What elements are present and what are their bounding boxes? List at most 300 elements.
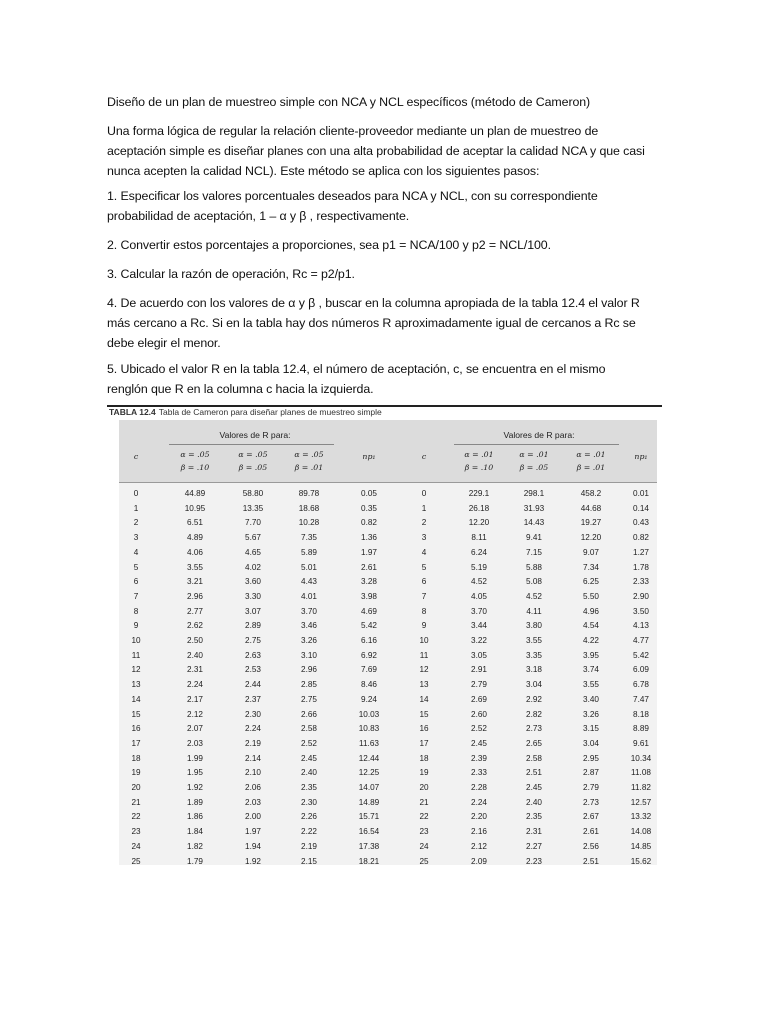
table-cell: 3.04 <box>526 680 542 690</box>
table-cell: 3.35 <box>526 650 542 660</box>
table-cell: 5.88 <box>526 562 542 572</box>
table-cell: 1.86 <box>187 812 203 822</box>
table-cell: 2.53 <box>245 665 261 675</box>
table-cell: 0 <box>133 489 139 498</box>
table-cell: 10.34 <box>630 753 652 763</box>
table-cell: 2.96 <box>301 665 317 675</box>
table-cell: 2.91 <box>471 665 487 675</box>
table-cell: 2.61 <box>361 562 377 572</box>
table-cell: 24 <box>131 841 141 851</box>
table-cell: 14.08 <box>630 827 652 837</box>
table-cell: 7.69 <box>361 665 377 675</box>
column-header-alpha: α = .01 <box>576 450 606 459</box>
table-cell: 4 <box>133 547 139 557</box>
table-cell: 9.61 <box>633 738 649 748</box>
table-cell: 2.24 <box>471 797 487 807</box>
table-cell: 1.94 <box>245 841 261 851</box>
table-cell: 2.52 <box>471 724 487 734</box>
group-header-left: Valores de R para: <box>219 430 291 440</box>
table-cell: 3.26 <box>583 709 599 719</box>
step-1-line: 1. Especificar los valores porcentuales deseados para NCA y NCL, con su correspondiente <box>107 189 598 203</box>
table-cell: 1 <box>133 503 139 513</box>
table-cell: 1.27 <box>633 547 649 557</box>
table-cell: 2.12 <box>187 709 203 719</box>
table-cell: 5 <box>133 562 139 572</box>
table-cell: 3 <box>421 533 427 543</box>
table-cell: 2.19 <box>301 841 317 851</box>
table-cell: 7.34 <box>583 562 599 572</box>
column-header-alpha: α = .05 <box>180 450 210 459</box>
table-cell: 6.25 <box>583 577 599 587</box>
table-cell: 13.35 <box>242 503 264 513</box>
table-cell: 2.24 <box>187 680 203 690</box>
table-caption-label: TABLA 12.4 <box>109 407 156 417</box>
table-cell: 14.89 <box>358 797 380 807</box>
table-cell: 2.63 <box>245 650 261 660</box>
table-cell: 1.79 <box>187 856 203 866</box>
table-cell: 10.95 <box>184 503 206 513</box>
table-cell: 44.68 <box>580 503 602 513</box>
table-cell: 7.70 <box>245 518 261 528</box>
step-5-line: 5. Ubicado el valor R en la tabla 12.4, el número de aceptación, c, se encuentra en el mismo <box>107 362 606 376</box>
table-cell: 11 <box>131 650 141 660</box>
table-cell: 2.20 <box>471 812 487 822</box>
table-cell: 7 <box>133 591 139 601</box>
table-cell: 14.85 <box>630 841 652 851</box>
table-cell: 2.60 <box>471 709 487 719</box>
table-cell: 3.55 <box>583 680 599 690</box>
table-cell: 4.77 <box>633 636 649 645</box>
document-title: Diseño de un plan de muestreo simple con NCA y NCL específicos (método de Cameron) <box>107 95 591 109</box>
table-cell: 2.09 <box>471 856 487 866</box>
table-cell: 5.08 <box>526 577 542 587</box>
table-cell: 458.2 <box>580 489 602 498</box>
table-cell: 8.18 <box>633 709 649 719</box>
table-cell: 2.90 <box>633 591 649 601</box>
table-cell: 2.65 <box>526 738 542 748</box>
table-cell: 10 <box>131 636 141 645</box>
table-cell: 2.73 <box>526 724 542 734</box>
table-cell: 23 <box>419 827 429 837</box>
column-header-beta: β = .01 <box>576 463 606 472</box>
table-cell: 6.09 <box>633 665 649 675</box>
table-cell: 0 <box>421 489 427 498</box>
table-cell: 15.71 <box>358 812 380 822</box>
table-cell: 7.47 <box>633 694 649 704</box>
table-cell: 14.43 <box>523 518 545 528</box>
table-cell: 2.75 <box>245 636 261 645</box>
intro-line: nunca acepten la calidad NCL). Este método se aplica con los siguientes pasos: <box>107 164 540 178</box>
table-cell: 2.75 <box>301 694 317 704</box>
table-cell: 3.18 <box>526 665 542 675</box>
table-cell: 2.82 <box>526 709 542 719</box>
table-cell: 6 <box>133 577 139 587</box>
column-header-alpha: α = .05 <box>238 450 268 459</box>
table-cell: 3.80 <box>526 621 542 631</box>
table-cell: 8.46 <box>361 680 377 690</box>
table-cell: 2.30 <box>245 709 261 719</box>
table-cell: 2.89 <box>245 621 261 631</box>
step-4 <box>107 293 663 353</box>
table-cell: 25 <box>419 856 429 866</box>
column-header-beta: β = .10 <box>464 463 494 472</box>
table-cell: 0.43 <box>633 518 649 528</box>
group-header-underline <box>454 444 619 445</box>
table-cell: 5.50 <box>583 591 599 601</box>
table-cell: 9.41 <box>526 533 542 543</box>
table-cell: 19 <box>131 768 141 778</box>
table-cell: 24 <box>419 841 429 851</box>
table-cell: 4.69 <box>361 606 377 616</box>
table-cell: 12.25 <box>358 768 380 778</box>
table-cell: 16 <box>131 724 141 734</box>
table-cell: 3.70 <box>301 606 317 616</box>
table-cell: 17 <box>419 738 429 748</box>
table-cell: 17.38 <box>358 841 380 851</box>
table-cell: 13 <box>419 680 429 690</box>
table-caption <box>109 407 382 417</box>
table-caption-text: Tabla de Cameron para diseñar planes de muestreo simple <box>158 407 382 417</box>
table-cell: 4.02 <box>245 562 261 572</box>
step-1-line: probabilidad de aceptación, 1 – α y β , respectivamente. <box>107 209 410 223</box>
table-cell: 7.35 <box>301 533 317 543</box>
table-cell: 4.89 <box>187 533 203 543</box>
table-cell: 4 <box>421 547 427 557</box>
table-cell: 2.35 <box>301 783 317 792</box>
table-cell: 11.63 <box>359 738 379 748</box>
table-cell: 3.55 <box>187 562 203 572</box>
table-cell: 3.15 <box>583 724 599 734</box>
table-cell: 2.77 <box>187 606 203 616</box>
table-cell: 18 <box>131 753 141 763</box>
table-cell: 6.78 <box>633 680 649 690</box>
table-cell: 3.50 <box>633 606 649 616</box>
table-cell: 18.68 <box>298 503 320 513</box>
column-header-alpha: α = .01 <box>519 450 549 459</box>
table-cell: 12.44 <box>358 753 380 763</box>
table-cell: 14.07 <box>358 783 380 792</box>
table-cell: 2.00 <box>245 812 261 822</box>
table-cell: 4.52 <box>526 591 542 601</box>
column-header-c: c <box>421 452 427 461</box>
table-cell: 2.14 <box>245 753 261 763</box>
table-cell: 3.05 <box>471 650 487 660</box>
table-cell: 58.80 <box>242 489 264 498</box>
table-cell: 2.31 <box>526 827 542 837</box>
table-cell: 1.97 <box>361 547 377 557</box>
table-cell: 2.51 <box>526 768 542 778</box>
table-cell: 9 <box>421 621 427 631</box>
table-cell: 229.1 <box>468 489 490 498</box>
table-cell: 1.36 <box>361 533 377 543</box>
cameron-table <box>107 405 662 865</box>
table-cell: 19 <box>419 768 429 778</box>
table-panel <box>119 420 657 865</box>
table-cell: 0.05 <box>361 489 377 498</box>
table-cell: 2 <box>133 518 139 528</box>
table-cell: 8.11 <box>471 533 487 543</box>
table-cell: 3.55 <box>526 636 542 645</box>
table-cell: 2.03 <box>245 797 261 807</box>
column-header-alpha: α = .01 <box>464 450 494 459</box>
table-cell: 6 <box>421 577 427 587</box>
table-cell: 3.28 <box>361 577 377 587</box>
table-cell: 298.1 <box>523 489 545 498</box>
table-cell: 2.22 <box>301 827 317 837</box>
table-cell: 2.27 <box>526 841 542 851</box>
table-cell: 3.04 <box>583 738 599 748</box>
table-cell: 12 <box>419 665 429 675</box>
table-cell: 8 <box>133 606 139 616</box>
table-cell: 2.26 <box>301 812 317 822</box>
table-cell: 4.01 <box>301 591 317 601</box>
table-cell: 2.16 <box>471 827 487 837</box>
table-cell: 25 <box>131 856 141 866</box>
table-cell: 1.99 <box>187 753 203 763</box>
table-cell: 21 <box>419 797 429 807</box>
table-cell: 22 <box>419 812 429 822</box>
table-cell: 16.54 <box>358 827 380 837</box>
table-cell: 1.89 <box>187 797 203 807</box>
table-cell: 2 <box>421 518 427 528</box>
group-header-underline <box>169 444 334 445</box>
table-cell: 18 <box>419 753 429 763</box>
table-cell: 2.23 <box>526 856 542 866</box>
table-cell: 2.06 <box>245 783 261 792</box>
table-cell: 2.12 <box>471 841 487 851</box>
table-cell: 20 <box>131 783 141 792</box>
table-cell: 19.27 <box>580 518 602 528</box>
table-cell: 4.65 <box>245 547 261 557</box>
table-cell: 89.78 <box>298 489 320 498</box>
table-cell: 2.31 <box>187 665 203 675</box>
table-cell: 18.21 <box>358 856 380 866</box>
table-cell: 8.89 <box>633 724 649 734</box>
table-cell: 9.07 <box>583 547 599 557</box>
table-cell: 1.82 <box>187 841 203 851</box>
table-cell: 14 <box>419 694 429 704</box>
table-header-divider <box>119 482 657 483</box>
table-cell: 3 <box>133 533 139 543</box>
table-cell: 2.58 <box>526 753 542 763</box>
table-cell: 2.51 <box>583 856 599 866</box>
table-cell: 3.40 <box>583 694 599 704</box>
table-cell: 5.19 <box>471 562 487 572</box>
table-cell: 4.22 <box>583 636 599 645</box>
step-2: 2. Convertir estos porcentajes a proporciones, sea p1 = NCA/100 y p2 = NCL/100. <box>107 238 551 252</box>
table-cell: 0.35 <box>361 503 377 513</box>
step-5 <box>107 359 663 399</box>
table-cell: 2.45 <box>471 738 487 748</box>
table-cell: 2.33 <box>633 577 649 587</box>
table-cell: 0.82 <box>633 533 649 543</box>
table-cell: 2.66 <box>301 709 317 719</box>
table-cell: 4.05 <box>471 591 487 601</box>
table-cell: 2.30 <box>301 797 317 807</box>
column-header-beta: β = .05 <box>519 463 549 472</box>
table-cell: 3.07 <box>245 606 261 616</box>
table-cell: 10.83 <box>358 724 380 734</box>
group-header-right: Valores de R para: <box>503 430 575 440</box>
table-cell: 5 <box>421 562 427 572</box>
table-cell: 15.62 <box>630 856 652 866</box>
table-cell: 2.40 <box>187 650 203 660</box>
table-cell: 2.79 <box>583 783 599 792</box>
table-cell: 2.24 <box>245 724 261 734</box>
table-cell: 3.10 <box>301 650 317 660</box>
table-cell: 1.97 <box>245 827 261 837</box>
step-4-line: más cercano a Rc. Si en la tabla hay dos números R aproximadamente igual de cercanos a Rc se <box>107 316 636 330</box>
table-cell: 4.96 <box>583 606 599 616</box>
table-cell: 4.11 <box>526 606 542 616</box>
table-cell: 17 <box>131 738 141 748</box>
table-cell: 3.98 <box>361 591 377 601</box>
table-cell: 4.52 <box>471 577 487 587</box>
table-cell: 5.42 <box>361 621 377 631</box>
table-cell: 2.92 <box>526 694 542 704</box>
table-cell: 4.54 <box>583 621 599 631</box>
table-cell: 2.40 <box>301 768 317 778</box>
table-cell: 2.56 <box>583 841 599 851</box>
table-cell: 2.19 <box>245 738 261 748</box>
step-3: 3. Calcular la razón de operación, Rc = p2/p1. <box>107 267 355 281</box>
table-cell: 31.93 <box>523 503 545 513</box>
column-header-alpha: α = .05 <box>294 450 324 459</box>
table-cell: 2.45 <box>301 753 317 763</box>
table-cell: 5.01 <box>301 562 317 572</box>
table-cell: 2.69 <box>471 694 487 704</box>
table-cell: 10.28 <box>298 518 320 528</box>
table-cell: 2.95 <box>583 753 599 763</box>
table-cell: 2.37 <box>245 694 261 704</box>
table-cell: 13.32 <box>630 812 652 822</box>
table-cell: 16 <box>419 724 429 734</box>
table-cell: 2.10 <box>245 768 261 778</box>
table-cell: 20 <box>419 783 429 792</box>
table-cell: 4.13 <box>633 621 649 631</box>
table-cell: 11.82 <box>631 783 651 792</box>
table-cell: 1.92 <box>187 783 203 792</box>
table-cell: 2.62 <box>187 621 203 631</box>
column-header-beta: β = .05 <box>238 463 268 472</box>
table-cell: 2.50 <box>187 636 203 645</box>
table-cell: 5.42 <box>633 650 649 660</box>
table-cell: 11 <box>419 650 429 660</box>
table-cell: 0.82 <box>361 518 377 528</box>
table-cell: 5.67 <box>245 533 261 543</box>
table-cell: 2.73 <box>583 797 599 807</box>
intro-paragraph <box>107 121 663 181</box>
table-cell: 3.22 <box>471 636 487 645</box>
table-cell: 5.89 <box>301 547 317 557</box>
table-cell: 2.52 <box>301 738 317 748</box>
table-cell: 44.89 <box>184 489 206 498</box>
table-cell: 9 <box>133 621 139 631</box>
table-cell: 6.51 <box>187 518 203 528</box>
table-cell: 1.92 <box>245 856 261 866</box>
table-cell: 2.28 <box>471 783 487 792</box>
step-4-line: 4. De acuerdo con los valores de α y β , buscar en la columna apropiada de la tabla 12.4 el valor R <box>107 296 640 310</box>
table-cell: 9.24 <box>361 694 377 704</box>
table-cell: 3.30 <box>245 591 261 601</box>
table-cell: 2.87 <box>583 768 599 778</box>
table-cell: 13 <box>131 680 141 690</box>
table-cell: 2.39 <box>471 753 487 763</box>
table-cell: 3.70 <box>471 606 487 616</box>
table-cell: 2.58 <box>301 724 317 734</box>
table-cell: 3.74 <box>583 665 599 675</box>
column-header-np1: np₁ <box>634 452 648 461</box>
table-cell: 21 <box>131 797 141 807</box>
column-header-c: c <box>133 452 139 461</box>
table-cell: 3.46 <box>301 621 317 631</box>
table-cell: 12.20 <box>580 533 602 543</box>
table-cell: 2.35 <box>526 812 542 822</box>
table-cell: 15 <box>419 709 429 719</box>
table-cell: 12.20 <box>468 518 490 528</box>
table-cell: 12 <box>131 665 141 675</box>
table-cell: 4.06 <box>187 547 203 557</box>
table-cell: 2.03 <box>187 738 203 748</box>
table-cell: 1 <box>421 503 427 513</box>
table-cell: 2.17 <box>187 694 203 704</box>
table-cell: 0.14 <box>633 503 649 513</box>
table-cell: 7.15 <box>526 547 542 557</box>
table-cell: 23 <box>131 827 141 837</box>
column-header-beta: β = .10 <box>180 463 210 472</box>
intro-line: aceptación simple es diseñar planes con una alta probabilidad de aceptar la calidad NCA y que casi <box>107 144 645 158</box>
table-cell: 0.01 <box>633 489 649 498</box>
table-cell: 6.92 <box>361 650 377 660</box>
table-cell: 1.78 <box>633 562 649 572</box>
table-cell: 7 <box>421 591 427 601</box>
table-cell: 2.15 <box>301 856 317 866</box>
table-cell: 3.44 <box>471 621 487 631</box>
table-cell: 3.26 <box>301 636 317 645</box>
table-cell: 1.95 <box>187 768 203 778</box>
table-cell: 3.95 <box>583 650 599 660</box>
column-header-np1: np₁ <box>362 452 376 461</box>
table-cell: 4.43 <box>301 577 317 587</box>
table-cell: 2.33 <box>471 768 487 778</box>
table-cell: 6.24 <box>471 547 487 557</box>
step-1 <box>107 186 663 226</box>
table-cell: 2.61 <box>583 827 599 837</box>
table-cell: 1.84 <box>187 827 203 837</box>
table-cell: 26.18 <box>468 503 490 513</box>
table-cell: 2.85 <box>301 680 317 690</box>
table-cell: 22 <box>131 812 141 822</box>
step-4-line: debe elegir el menor. <box>107 336 221 350</box>
table-cell: 10.03 <box>358 709 380 719</box>
table-cell: 2.67 <box>583 812 599 822</box>
table-cell: 2.96 <box>187 591 203 601</box>
table-cell: 6.16 <box>361 636 377 645</box>
table-cell: 12.57 <box>630 797 652 807</box>
table-cell: 8 <box>421 606 427 616</box>
table-cell: 2.45 <box>526 783 542 792</box>
table-cell: 15 <box>131 709 141 719</box>
table-cell: 10 <box>419 636 429 645</box>
step-5-line: renglón que R en la columna c hacia la izquierda. <box>107 382 374 396</box>
table-cell: 3.60 <box>245 577 261 587</box>
table-cell: 3.21 <box>187 577 203 587</box>
column-header-beta: β = .01 <box>294 463 324 472</box>
table-cell: 2.44 <box>245 680 261 690</box>
table-cell: 2.07 <box>187 724 203 734</box>
intro-line: Una forma lógica de regular la relación cliente-proveedor mediante un plan de muestreo de <box>107 124 599 138</box>
table-cell: 2.40 <box>526 797 542 807</box>
